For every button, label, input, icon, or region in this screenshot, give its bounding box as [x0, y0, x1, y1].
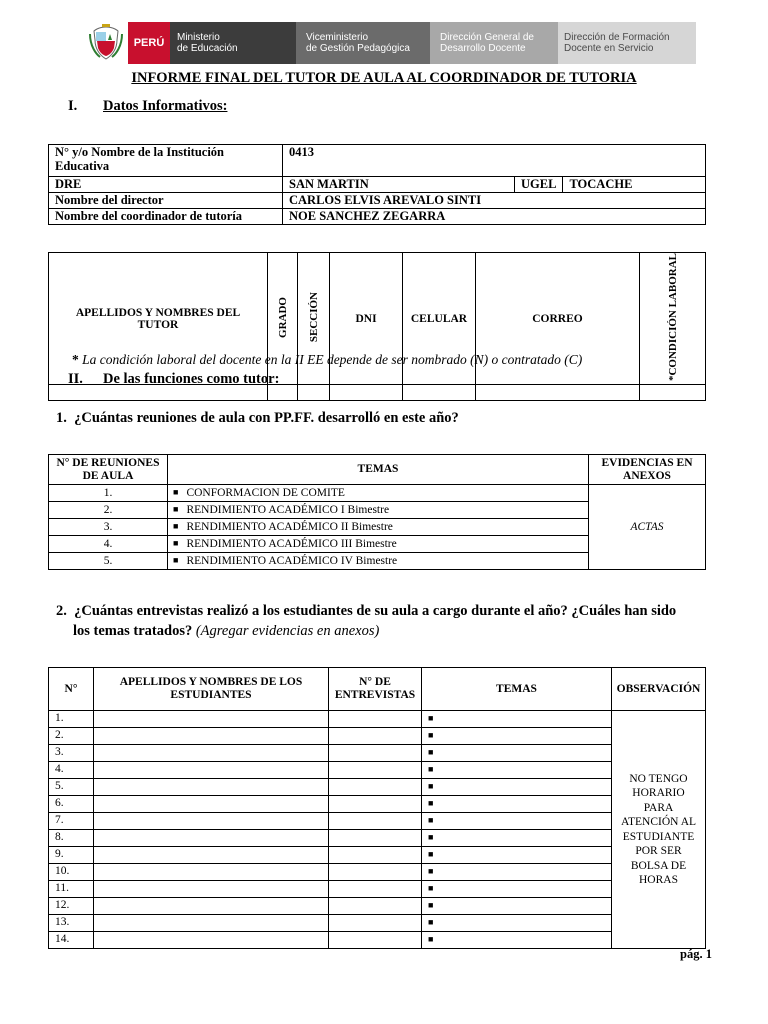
section-cell[interactable] [298, 385, 330, 401]
interview-count-cell[interactable] [329, 915, 422, 932]
topic-cell[interactable]: ■ [422, 847, 612, 864]
student-name-cell[interactable] [94, 915, 329, 932]
student-name-cell[interactable] [94, 813, 329, 830]
student-name-cell[interactable] [94, 830, 329, 847]
question-2: 2. ¿Cuántas entrevistas realizó a los estudiantes de su aula a cargo durante el año? ¿Cuáles han sido los temas tratados? (Agregar evidencias en anexos) [56, 603, 677, 639]
info-table [48, 144, 706, 225]
evidence-value: ACTAS [589, 485, 706, 570]
meeting-topic: ■ RENDIMIENTO ACADÉMICO II Bimestre [168, 519, 589, 536]
peru-coat-of-arms-icon [84, 22, 128, 64]
row-number: 2. [49, 728, 94, 745]
dni-cell[interactable] [330, 385, 403, 401]
tutor-name-header: APELLIDOS Y NOMBRES DEL TUTOR [49, 253, 268, 385]
vice-ministry-label: Viceministerio de Gestión Pedagógica [296, 22, 430, 64]
meeting-topic: ■ RENDIMIENTO ACADÉMICO IV Bimestre [168, 553, 589, 570]
interview-count-cell[interactable] [329, 932, 422, 949]
meeting-number: 3. [49, 519, 168, 536]
row-number: 7. [49, 813, 94, 830]
topic-cell[interactable]: ■ [422, 864, 612, 881]
dre-value: SAN MARTIN [283, 177, 515, 193]
coordinator-label: Nombre del coordinador de tutoría [49, 209, 283, 225]
student-name-cell[interactable] [94, 779, 329, 796]
topic-cell[interactable]: ■ [422, 745, 612, 762]
interview-topics-header: TEMAS [422, 668, 612, 711]
topic-cell[interactable]: ■ [422, 932, 612, 949]
coordinator-value: NOE SANCHEZ ZEGARRA [283, 209, 706, 225]
interview-count-cell[interactable] [329, 779, 422, 796]
student-name-cell[interactable] [94, 932, 329, 949]
topic-cell[interactable]: ■ [422, 830, 612, 847]
student-name-cell[interactable] [94, 864, 329, 881]
interview-count-cell[interactable] [329, 745, 422, 762]
director-label: Nombre del director [49, 193, 283, 209]
topic-cell[interactable]: ■ [422, 898, 612, 915]
topic-cell[interactable]: ■ [422, 813, 612, 830]
interview-count-cell[interactable] [329, 762, 422, 779]
topic-cell[interactable]: ■ [422, 881, 612, 898]
phone-header: CELULAR [403, 253, 476, 385]
meeting-topic: ■ CONFORMACION DE COMITE [168, 485, 589, 502]
evidence-header: EVIDENCIAS EN ANEXOS [589, 455, 706, 485]
row-number: 9. [49, 847, 94, 864]
interview-count-cell[interactable] [329, 881, 422, 898]
meeting-topic: ■ RENDIMIENTO ACADÉMICO I Bimestre [168, 502, 589, 519]
student-names-header: APELLIDOS Y NOMBRES DE LOS ESTUDIANTES [94, 668, 329, 711]
inst-label: N° y/o Nombre de la Institución Educativa [49, 145, 283, 177]
student-name-cell[interactable] [94, 745, 329, 762]
interview-count-cell[interactable] [329, 796, 422, 813]
email-cell[interactable] [476, 385, 640, 401]
interview-count-cell[interactable] [329, 898, 422, 915]
meeting-topic: ■ RENDIMIENTO ACADÉMICO III Bimestre [168, 536, 589, 553]
student-name-cell[interactable] [94, 711, 329, 728]
ugel-value: TOCACHE [563, 177, 706, 193]
topic-cell[interactable]: ■ [422, 711, 612, 728]
interview-count-cell[interactable] [329, 728, 422, 745]
topic-cell[interactable]: ■ [422, 779, 612, 796]
topics-header: TEMAS [168, 455, 589, 485]
student-name-cell[interactable] [94, 898, 329, 915]
interview-count-cell[interactable] [329, 864, 422, 881]
director-value: CARLOS ELVIS AREVALO SINTI [283, 193, 706, 209]
inst-value: 0413 [283, 145, 706, 177]
row-number: 10. [49, 864, 94, 881]
section-header: SECCIÓN [298, 253, 330, 385]
meeting-number: 5. [49, 553, 168, 570]
page-number: pág. 1 [680, 947, 712, 961]
row-number: 14. [49, 932, 94, 949]
dre-label: DRE [49, 177, 283, 193]
row-number: 4. [49, 762, 94, 779]
section-2-heading: II. De las funciones como tutor: [68, 371, 280, 387]
number-header: N° [49, 668, 94, 711]
document-title: INFORME FINAL DEL TUTOR DE AULA AL COORDINADOR DE TUTORIA [131, 70, 637, 86]
meetings-table [48, 454, 706, 570]
interview-count-header: N° DE ENTREVISTAS [329, 668, 422, 711]
labor-condition-note: * La condición laboral del docente en la II EE depende de ser nombrado (N) o contratado (C) [72, 352, 583, 367]
formation-label: Dirección de Formación Docente en Servicio [558, 22, 696, 64]
interview-count-cell[interactable] [329, 813, 422, 830]
ugel-label: UGEL [515, 177, 563, 193]
student-name-cell[interactable] [94, 762, 329, 779]
student-name-cell[interactable] [94, 796, 329, 813]
observation-value: NO TENGO HORARIO PARA ATENCIÓN AL ESTUDIANTE POR SER BOLSA DE HORAS [612, 711, 706, 949]
labor-condition-header: *CONDICIÓN LABORAL [640, 253, 706, 385]
phone-cell[interactable] [403, 385, 476, 401]
interview-count-cell[interactable] [329, 830, 422, 847]
student-name-cell[interactable] [94, 847, 329, 864]
meeting-number: 4. [49, 536, 168, 553]
row-number: 11. [49, 881, 94, 898]
direction-label: Dirección General de Desarrollo Docente [430, 22, 558, 64]
dni-header: DNI [330, 253, 403, 385]
ministry-label: Ministerio de Educación [170, 22, 296, 64]
email-header: CORREO [476, 253, 640, 385]
topic-cell[interactable]: ■ [422, 762, 612, 779]
row-number: 8. [49, 830, 94, 847]
interviews-table [48, 667, 706, 949]
row-number: 3. [49, 745, 94, 762]
header-banner [84, 22, 696, 64]
grade-header: GRADO [268, 253, 298, 385]
row-number: 13. [49, 915, 94, 932]
topic-cell[interactable]: ■ [422, 728, 612, 745]
section-1-heading: I. Datos Informativos: [68, 98, 228, 114]
labor-condition-cell[interactable] [640, 385, 706, 401]
peru-label: PERÚ [128, 22, 170, 64]
student-name-cell[interactable] [94, 881, 329, 898]
meetings-count-header: N° DE REUNIONES DE AULA [49, 455, 168, 485]
meeting-number: 1. [49, 485, 168, 502]
topic-cell[interactable]: ■ [422, 915, 612, 932]
question-1: 1. ¿Cuántas reuniones de aula con PP.FF. desarrolló en este año? [56, 410, 459, 426]
topic-cell[interactable]: ■ [422, 796, 612, 813]
row-number: 6. [49, 796, 94, 813]
student-name-cell[interactable] [94, 728, 329, 745]
interview-count-cell[interactable] [329, 847, 422, 864]
row-number: 5. [49, 779, 94, 796]
observation-header: OBSERVACIÓN [612, 668, 706, 711]
meeting-number: 2. [49, 502, 168, 519]
row-number: 12. [49, 898, 94, 915]
interview-count-cell[interactable] [329, 711, 422, 728]
row-number: 1. [49, 711, 94, 728]
